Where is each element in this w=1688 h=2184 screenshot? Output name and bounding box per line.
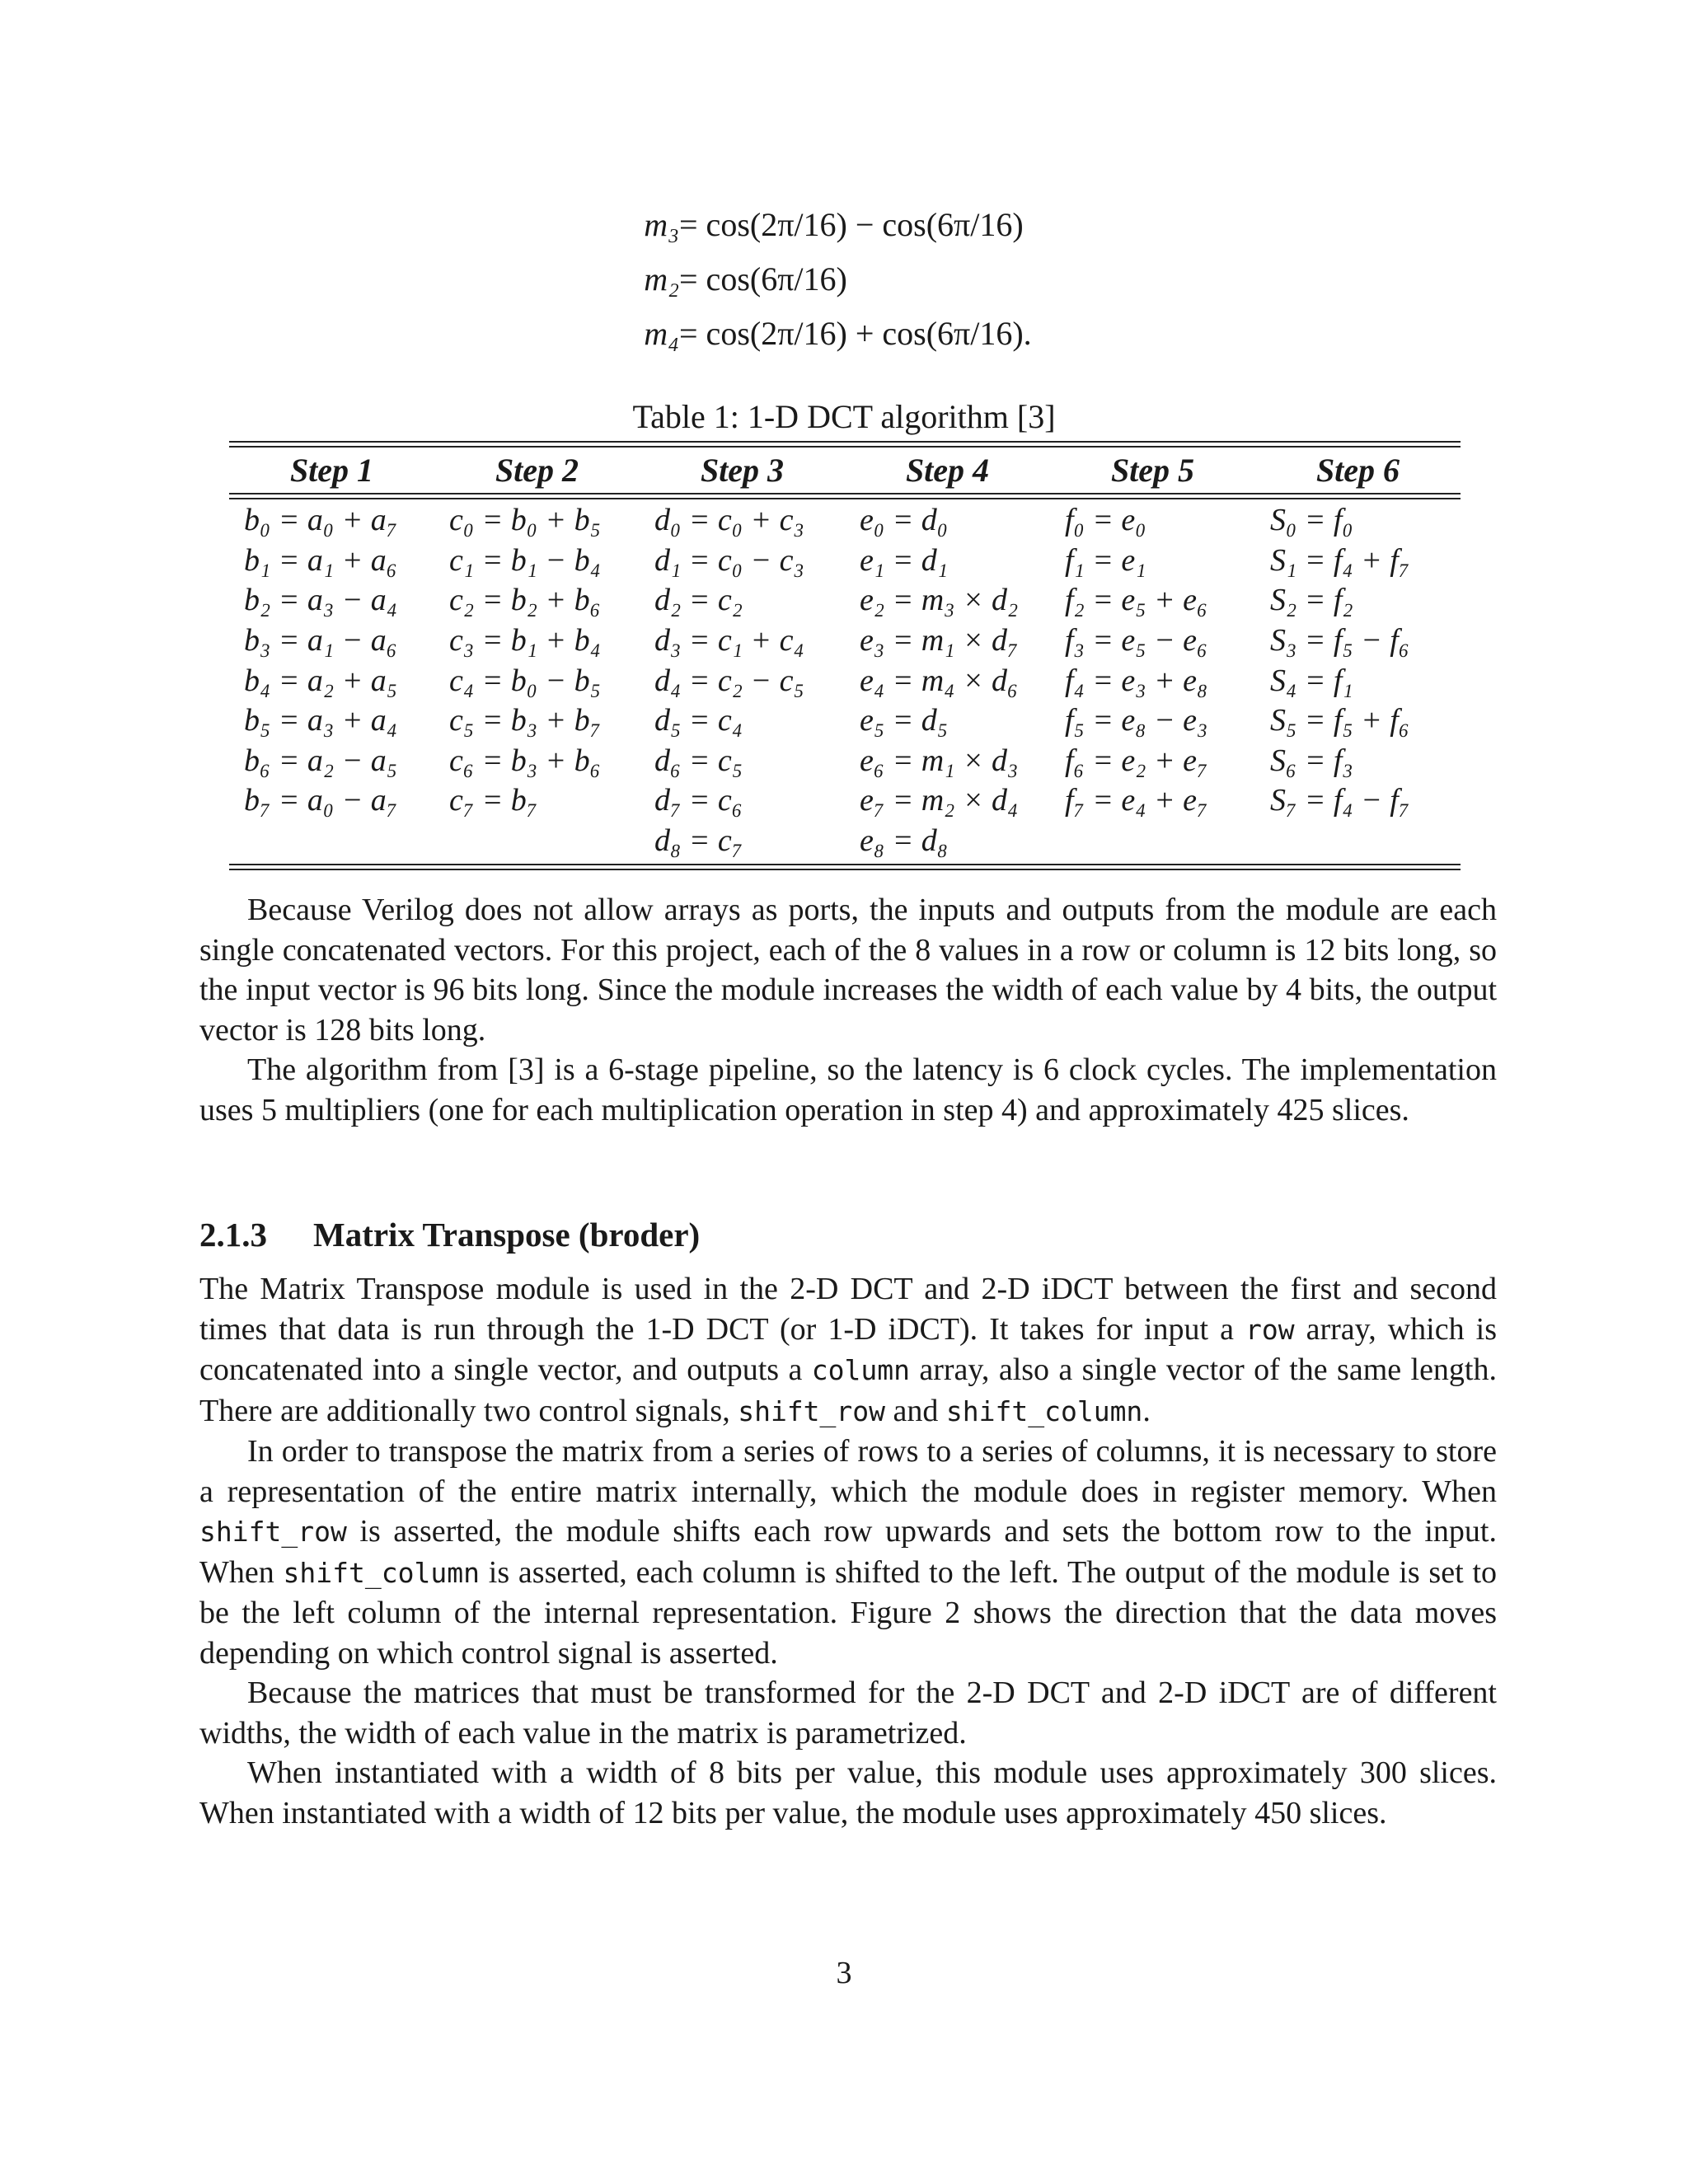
table-cell: b₁ = a₁ + a₆ bbox=[244, 542, 397, 578]
table-cell: d₆ = c₅ bbox=[654, 743, 743, 778]
table-cell: e₈ = d₈ bbox=[860, 823, 948, 859]
table-cell: d₈ = c₇ bbox=[654, 823, 743, 859]
table-cell: S₀ = f₀ bbox=[1270, 503, 1353, 538]
table-row bbox=[229, 821, 1461, 861]
table-cell: c₁ = b₁ − b₄ bbox=[449, 542, 601, 578]
table-row bbox=[229, 780, 1461, 821]
table-cell: c₇ = b₇ bbox=[449, 783, 537, 818]
table-cell bbox=[1050, 821, 1255, 861]
table-cell: e₆ = m₁ × d₃ bbox=[860, 743, 1019, 778]
equation-m4: m₄= cos(2π/16) + cos(6π/16). bbox=[644, 315, 1032, 352]
table-row bbox=[229, 741, 1461, 781]
table-bottom-rule bbox=[229, 864, 1461, 870]
equation-m2: m₂= cos(6π/16) bbox=[644, 260, 847, 298]
section-number: 2.1.3 bbox=[199, 1216, 267, 1254]
page-number: 3 bbox=[836, 1956, 852, 1990]
equation-block bbox=[0, 198, 1688, 361]
dct-algorithm-table bbox=[229, 448, 1461, 860]
paragraph-widths: Because the matrices that must be transformed for the 2-D DCT and 2-D iDCT are of different widths, the width of each value in the matrix is parametrized. bbox=[199, 1675, 1497, 1750]
table-cell: e₀ = d₀ bbox=[860, 503, 948, 538]
table-cell: d₇ = c₆ bbox=[654, 783, 743, 818]
table-cell: e₂ = m₃ × d₂ bbox=[860, 583, 1019, 618]
table-cell: S₅ = f₅ + f₆ bbox=[1270, 703, 1410, 738]
table-cell: c₄ = b₀ − b₅ bbox=[449, 663, 601, 698]
section-heading bbox=[199, 1212, 700, 1258]
table-cell: b₇ = a₀ − a₇ bbox=[244, 783, 397, 818]
table-header-rule bbox=[229, 493, 1461, 499]
table-cell: e₇ = m₂ × d₄ bbox=[860, 783, 1019, 818]
table-row bbox=[229, 660, 1461, 701]
table-cell: b₃ = a₁ − a₆ bbox=[244, 623, 397, 658]
table-cell: b₄ = a₂ + a₅ bbox=[244, 663, 397, 698]
table-cell: f₀ = e₀ bbox=[1065, 503, 1146, 538]
table-top-rule bbox=[229, 441, 1461, 448]
table-row bbox=[229, 580, 1461, 621]
table-cell: b₀ = a₀ + a₇ bbox=[244, 503, 397, 538]
table-row bbox=[229, 500, 1461, 541]
table-row bbox=[229, 621, 1461, 661]
section-title: Matrix Transpose (broder) bbox=[313, 1216, 701, 1254]
header-step-2: Step 2 bbox=[495, 451, 579, 489]
table-cell bbox=[1255, 821, 1461, 861]
table-cell: d₀ = c₀ + c₃ bbox=[654, 503, 804, 538]
table-cell: S₁ = f₄ + f₇ bbox=[1270, 542, 1410, 578]
paragraph-transpose-method: In order to transpose the matrix from a series of rows to a series of columns, it is necessary to store a representation of the entire matrix internally, which the module does in register memory. When shift_row is asserted, the module shifts each row upwards and sets the bottom row to the input. When shift_column is asserted, each column is shifted to the left. The output of the module is set to be the left column of the internal representation. Figure 2 shows the direction that the data moves depending on which control signal is asserted. bbox=[199, 1434, 1497, 1671]
header-step-3: Step 3 bbox=[700, 451, 785, 489]
header-step-5: Step 5 bbox=[1110, 451, 1195, 489]
header-step-6: Step 6 bbox=[1315, 451, 1400, 489]
table-cell: d₂ = c₂ bbox=[654, 583, 743, 618]
code-shift-column: shift_column bbox=[283, 1556, 480, 1589]
table-cell: d₃ = c₁ + c₄ bbox=[654, 623, 804, 658]
table-row bbox=[229, 701, 1461, 741]
table-cell: S₄ = f₁ bbox=[1270, 663, 1353, 698]
table-cell: e₁ = d₁ bbox=[860, 542, 948, 578]
table-cell: b₅ = a₃ + a₄ bbox=[244, 703, 397, 738]
header-step-4: Step 4 bbox=[905, 451, 990, 489]
table-cell: d₁ = c₀ − c₃ bbox=[654, 542, 804, 578]
table-caption: Table 1: 1-D DCT algorithm [3] bbox=[632, 398, 1056, 435]
table-cell: S₇ = f₄ − f₇ bbox=[1270, 783, 1410, 818]
table-header-row bbox=[229, 448, 1461, 492]
code-shift-column: shift_column bbox=[945, 1394, 1143, 1427]
table-cell: f₃ = e₅ − e₆ bbox=[1065, 623, 1208, 658]
table-cell: f₂ = e₅ + e₆ bbox=[1065, 583, 1208, 618]
code-column: column bbox=[811, 1354, 910, 1386]
table-cell: S₃ = f₅ − f₆ bbox=[1270, 623, 1410, 658]
table-body bbox=[229, 500, 1461, 860]
paragraph-transpose-intro: The Matrix Transpose module is used in the 2-D DCT and 2-D iDCT between the first and second times that data is run through the 1-D DCT (or 1-D iDCT). It takes for input a row array, which is concatenated into a single vector, and outputs a column array, also a single vector of the same length. There are additionally two control signals, shift_row and shift_column. bbox=[199, 1272, 1497, 1428]
paragraph-pipeline: The algorithm from [3] is a 6-stage pipeline, so the latency is 6 clock cycles. The implementation uses 5 multipliers (one for each multiplication operation in step 4) and approximately 425 slices. bbox=[199, 1052, 1497, 1127]
table-cell: e₃ = m₁ × d₇ bbox=[860, 623, 1019, 658]
table-cell: b₆ = a₂ − a₅ bbox=[244, 743, 397, 778]
table-cell: c₆ = b₃ + b₆ bbox=[449, 743, 601, 778]
table-cell: d₄ = c₂ − c₅ bbox=[654, 663, 804, 698]
table-cell bbox=[229, 821, 434, 861]
dct-table-wrapper bbox=[229, 441, 1461, 870]
table-cell: d₅ = c₄ bbox=[654, 703, 743, 738]
table-cell: f₄ = e₃ + e₈ bbox=[1065, 663, 1208, 698]
table-cell: c₅ = b₃ + b₇ bbox=[449, 703, 601, 738]
paragraph-slices: When instantiated with a width of 8 bits per value, this module uses approximately 300 slices. When instantiated with a width of 12 bits per value, the module uses approximately 450 slices. bbox=[199, 1755, 1497, 1830]
text-block-upper bbox=[199, 890, 1497, 1130]
header-step-1: Step 1 bbox=[289, 451, 374, 489]
table-cell: c₂ = b₂ + b₆ bbox=[449, 583, 601, 618]
table-cell: c₃ = b₁ + b₄ bbox=[449, 623, 601, 658]
paragraph-verilog-ports: Because Verilog does not allow arrays as ports, the inputs and outputs from the module are each single concatenated vectors. For this project, each of the 8 values in a row or column is 12 bits long, so the input vector is 96 bits long. Since the module increases the width of each value by 4 bits, the output vector is 128 bits long. bbox=[199, 893, 1497, 1047]
table-cell: b₂ = a₃ − a₄ bbox=[244, 583, 397, 618]
code-shift-row: shift_row bbox=[199, 1516, 347, 1548]
code-row: row bbox=[1245, 1313, 1295, 1346]
table-row bbox=[229, 541, 1461, 581]
table-cell: e₅ = d₅ bbox=[860, 703, 948, 738]
table-cell: f₇ = e₄ + e₇ bbox=[1065, 783, 1208, 818]
table-cell: f₆ = e₂ + e₇ bbox=[1065, 743, 1208, 778]
table-cell bbox=[434, 821, 640, 861]
table-cell: S₆ = f₃ bbox=[1270, 743, 1353, 778]
table-cell: f₁ = e₁ bbox=[1065, 542, 1146, 578]
code-shift-row: shift_row bbox=[738, 1394, 886, 1427]
table-cell: f₅ = e₈ − e₃ bbox=[1065, 703, 1208, 738]
table-cell: e₄ = m₄ × d₆ bbox=[860, 663, 1019, 698]
equation-m3: m₃= cos(2π/16) − cos(6π/16) bbox=[644, 206, 1024, 243]
table-cell: c₀ = b₀ + b₅ bbox=[449, 503, 601, 538]
text-block-lower bbox=[199, 1269, 1497, 1833]
table-cell: S₂ = f₂ bbox=[1270, 583, 1353, 618]
